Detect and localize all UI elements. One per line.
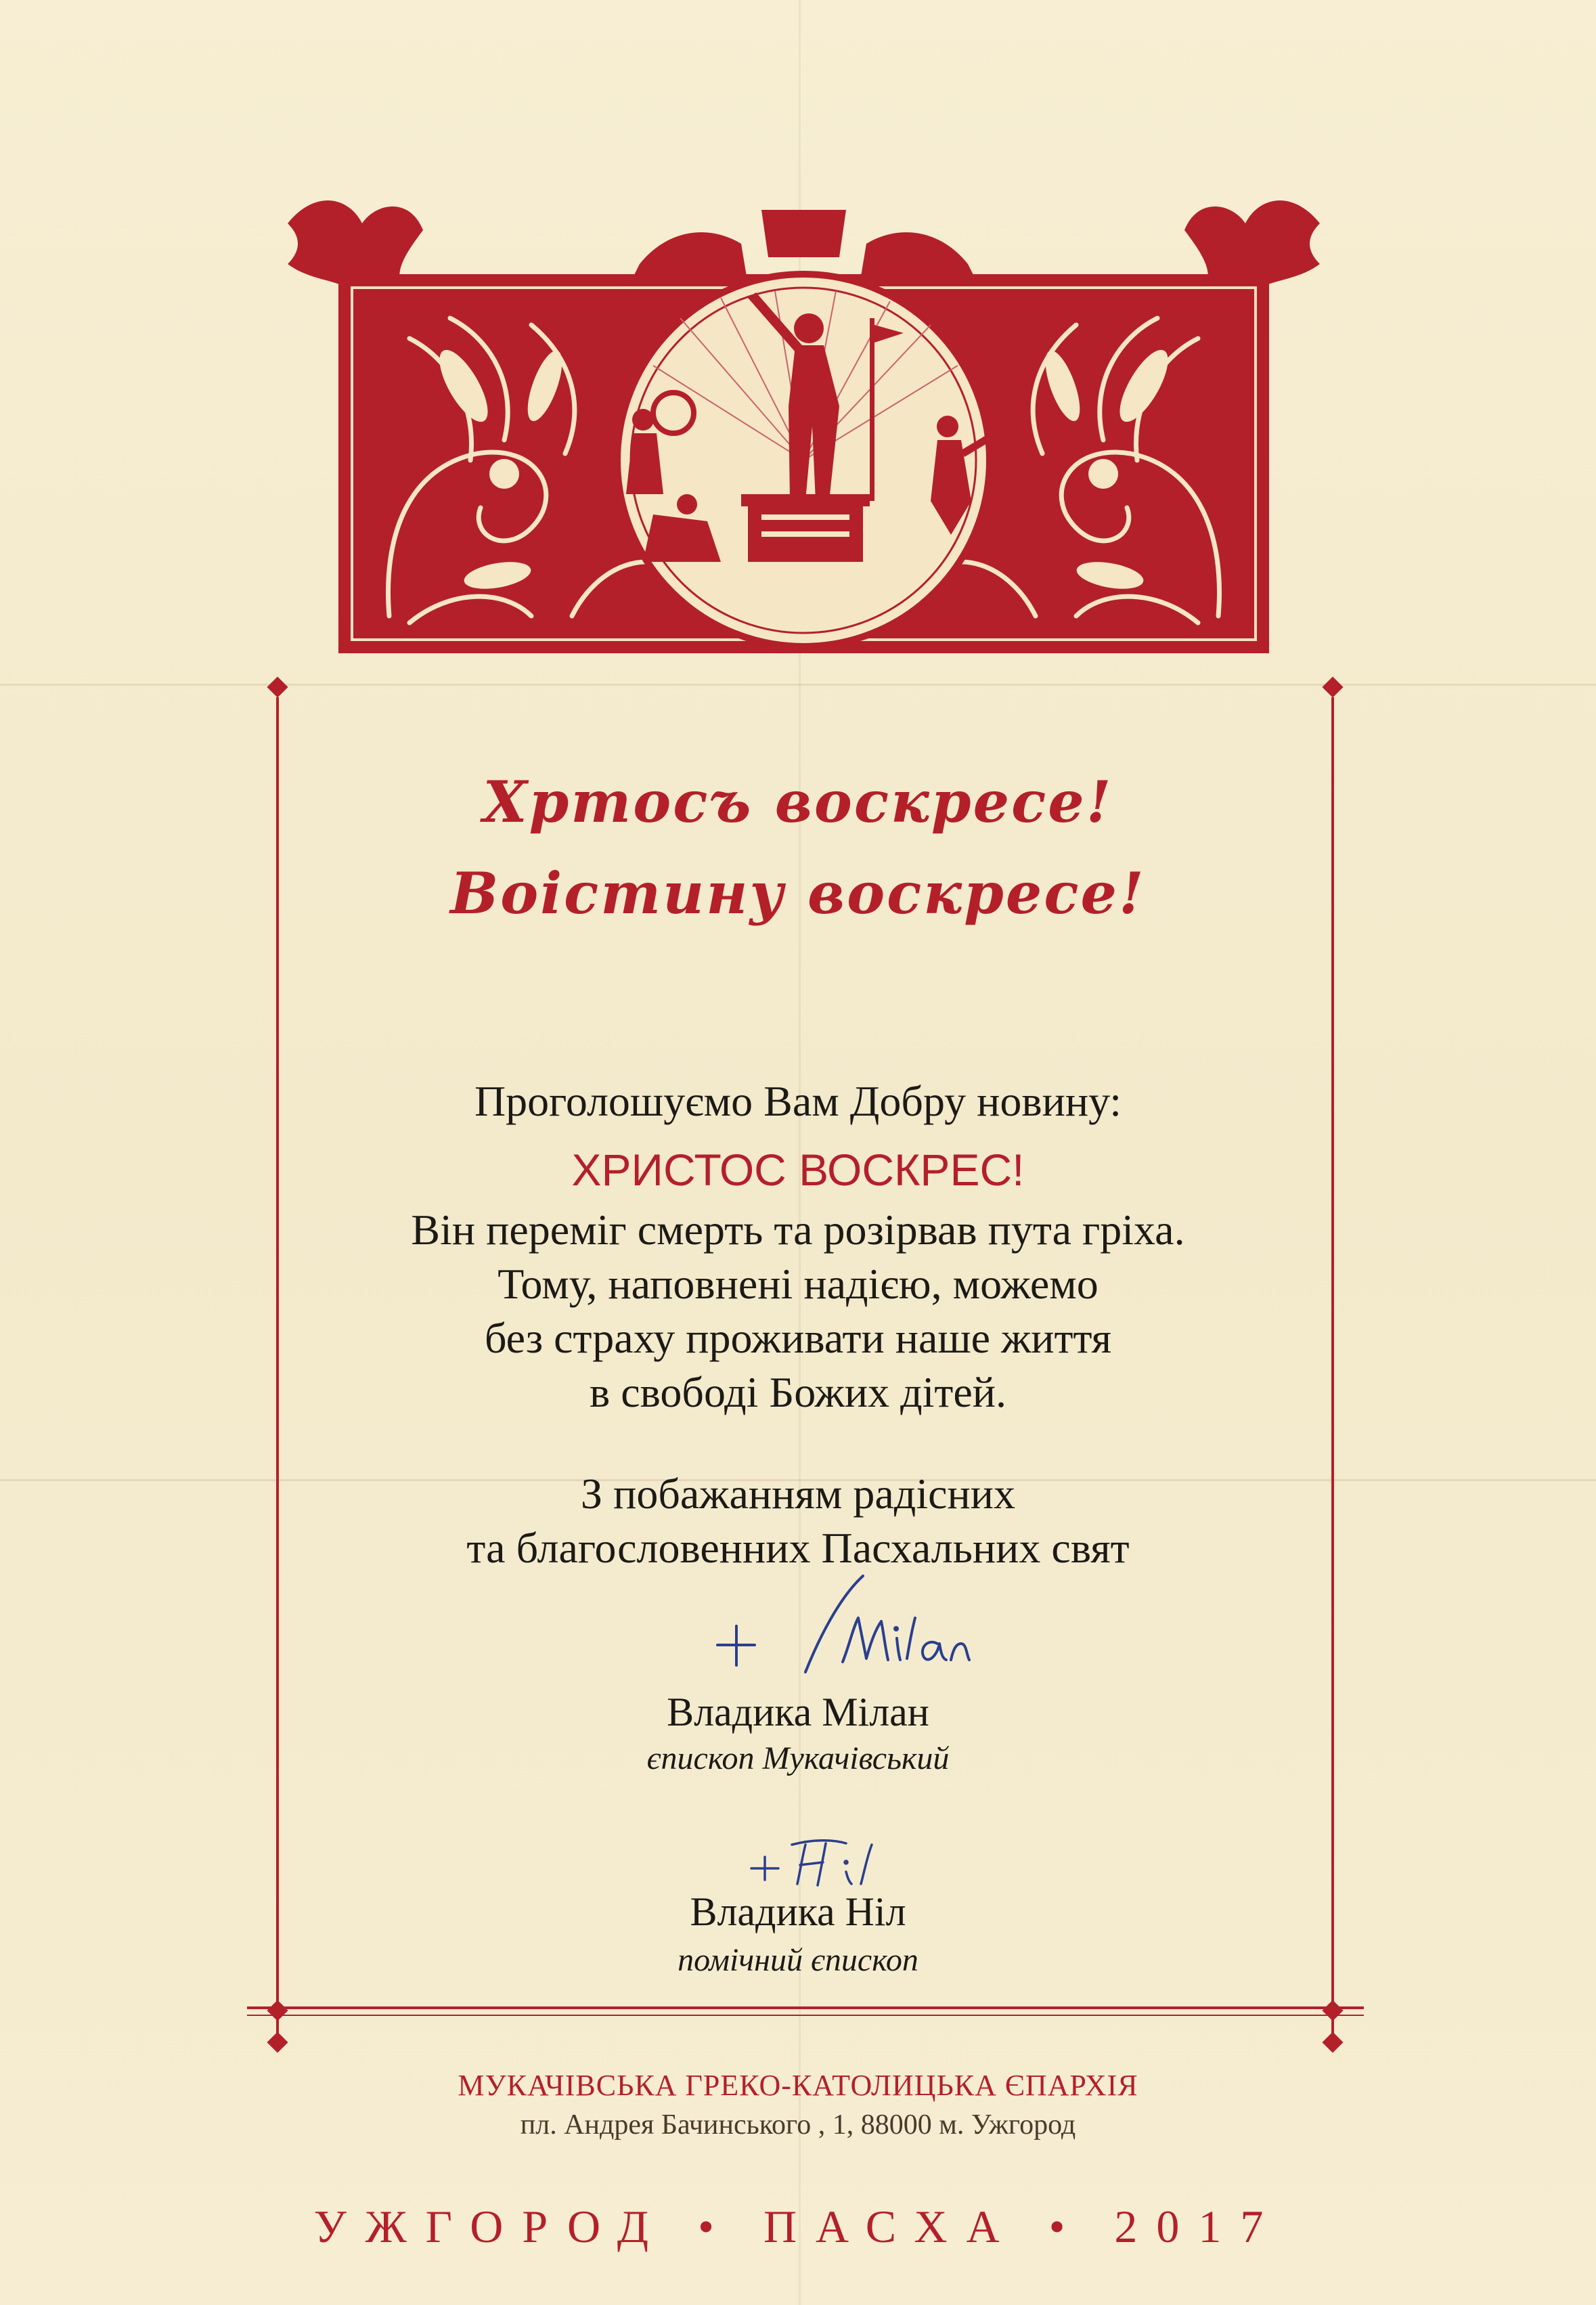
message-line-5: в свободі Божих дітей. bbox=[589, 1368, 1007, 1416]
greeting-line-1: Хртосъ воскресе! bbox=[483, 768, 1113, 835]
resurrection-woodcut-header bbox=[274, 183, 1333, 690]
footer-place-occasion-year: УЖГОРОД • ПАСХА • 2017 bbox=[313, 2201, 1283, 2252]
footer-organization: МУКАЧІВСЬКА ГРЕКО-КАТОЛИЦЬКА ЄПАРХІЯ bbox=[458, 2069, 1138, 2102]
wishes-line-1: З побажанням радісних bbox=[581, 1470, 1015, 1518]
signer-2-title: помічний єпископ bbox=[678, 1942, 918, 1978]
footer-address: пл. Андрея Бачинського , 1, 88000 м. Ужгород bbox=[520, 2109, 1076, 2141]
message-line-1: Проголошуємо Вам Добру новину: bbox=[474, 1077, 1122, 1125]
frame-diamond-ornament bbox=[1322, 2000, 1343, 2021]
frame-bottom-line-thin bbox=[247, 2015, 1364, 2016]
signature-nil bbox=[745, 1831, 921, 1892]
message-line-2: Він переміг смерть та розірвав пута гріха. bbox=[411, 1206, 1185, 1254]
signature-milan bbox=[704, 1564, 975, 1699]
message-line-3: Тому, наповнені надією, можемо bbox=[497, 1260, 1099, 1308]
frame-diamond-ornament bbox=[267, 2032, 288, 2052]
frame-diamond-ornament bbox=[267, 2000, 288, 2021]
wishes-line-2: та благословенних Пасхальних свят bbox=[466, 1524, 1130, 1572]
signer-2-name: Владика Ніл bbox=[690, 1889, 906, 1934]
frame-bottom-line bbox=[247, 2006, 1364, 2009]
signer-1-name: Владика Мілан bbox=[667, 1690, 929, 1734]
message-highlight: ХРИСТОС ВОСКРЕС! bbox=[571, 1145, 1025, 1195]
signer-1-title: єпископ Мукачівський bbox=[646, 1740, 950, 1776]
greeting-line-2: Воістину воскресе! bbox=[450, 860, 1146, 927]
message-line-4: без страху проживати наше життя bbox=[484, 1314, 1112, 1362]
frame-diamond-ornament bbox=[1322, 2032, 1343, 2052]
